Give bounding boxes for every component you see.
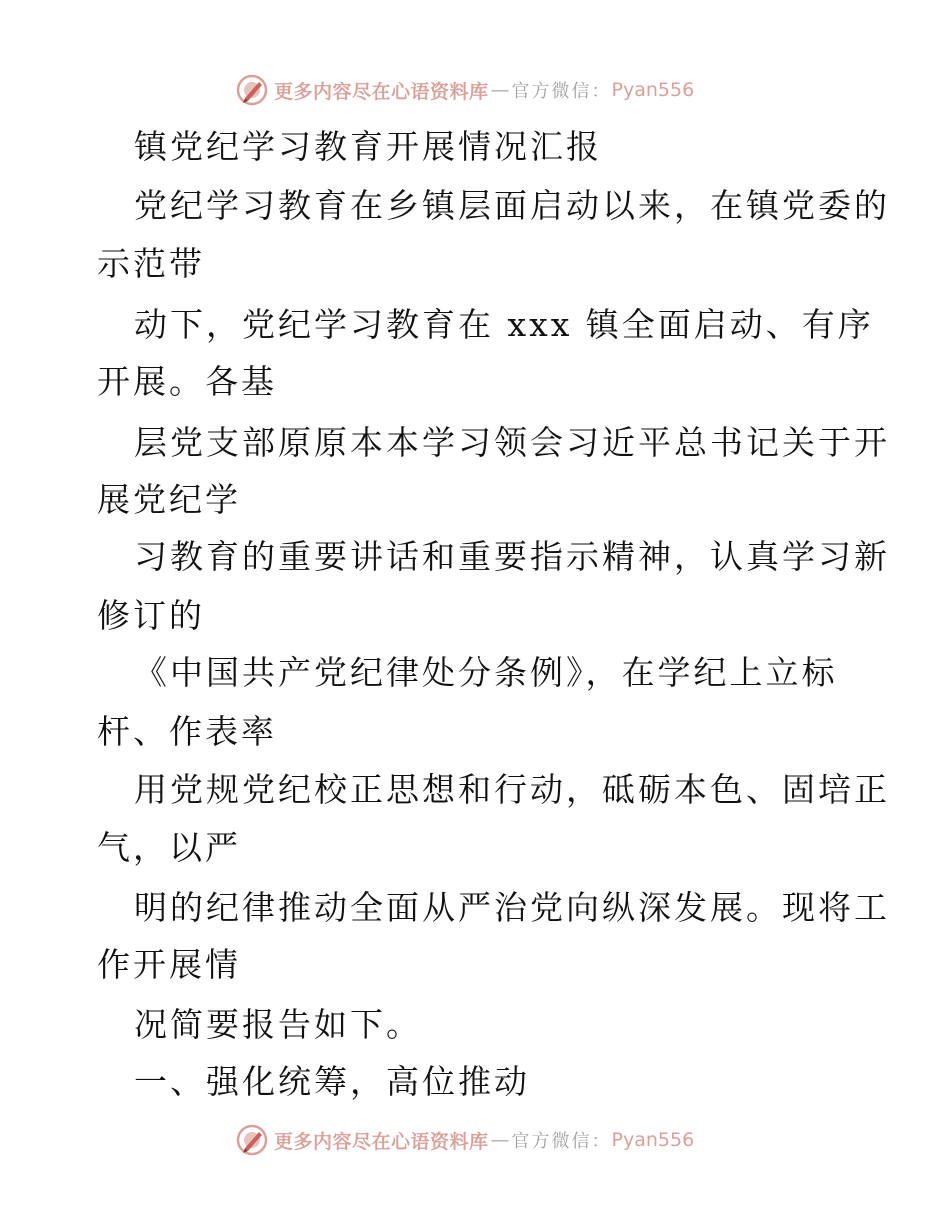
text-line: 气，以严 [97, 828, 241, 867]
text-line: 修订的 [97, 596, 205, 635]
text-line: 况简要报告如下。 [134, 1005, 422, 1044]
text-line: 《中国共产党纪律处分条例》，在学纪上立标 [134, 653, 838, 692]
text-line: 开展。各基 [97, 362, 277, 401]
watermark-brand: 更多内容尽在心语资料库 [274, 80, 489, 103]
text-line: 展党纪学 [97, 480, 241, 519]
text-line: 示范带 [97, 244, 205, 283]
header-watermark [236, 74, 694, 106]
watermark-label: 官方微信： [511, 81, 612, 102]
text-line: 用党规党纪校正思想和行动，砥砺本色、固培正 [134, 770, 890, 809]
watermark-dash: — [490, 79, 510, 101]
footer-watermark [236, 1124, 694, 1156]
pen-logo-icon [236, 1124, 268, 1156]
section-heading: 一、强化统筹，高位推动 [134, 1062, 530, 1101]
text-line: 党纪学习教育在乡镇层面启动以来，在镇党委的 [134, 186, 890, 225]
text-line: 习教育的重要讲话和重要指示精神，认真学习新 [134, 537, 890, 576]
text-line: 明的纪律推动全面从严治党向纵深发展。现将工 [134, 888, 890, 927]
pen-logo-icon [236, 74, 268, 106]
watermark-brand: 更多内容尽在心语资料库 [274, 1130, 489, 1153]
watermark-dash: — [490, 1129, 510, 1151]
text-line: 作开展情 [97, 945, 241, 984]
watermark-id: Pyan556 [611, 1129, 695, 1151]
watermark-label: 官方微信： [511, 1131, 612, 1152]
watermark-id: Pyan556 [611, 79, 695, 101]
text-line: 层党支部原原本本学习领会习近平总书记关于开 [134, 423, 890, 462]
text-line: 动下，党纪学习教育在 xxx 镇全面启动、有序 [134, 305, 874, 344]
document-title: 镇党纪学习教育开展情况汇报 [134, 127, 602, 166]
text-line: 杆、作表率 [97, 712, 277, 751]
